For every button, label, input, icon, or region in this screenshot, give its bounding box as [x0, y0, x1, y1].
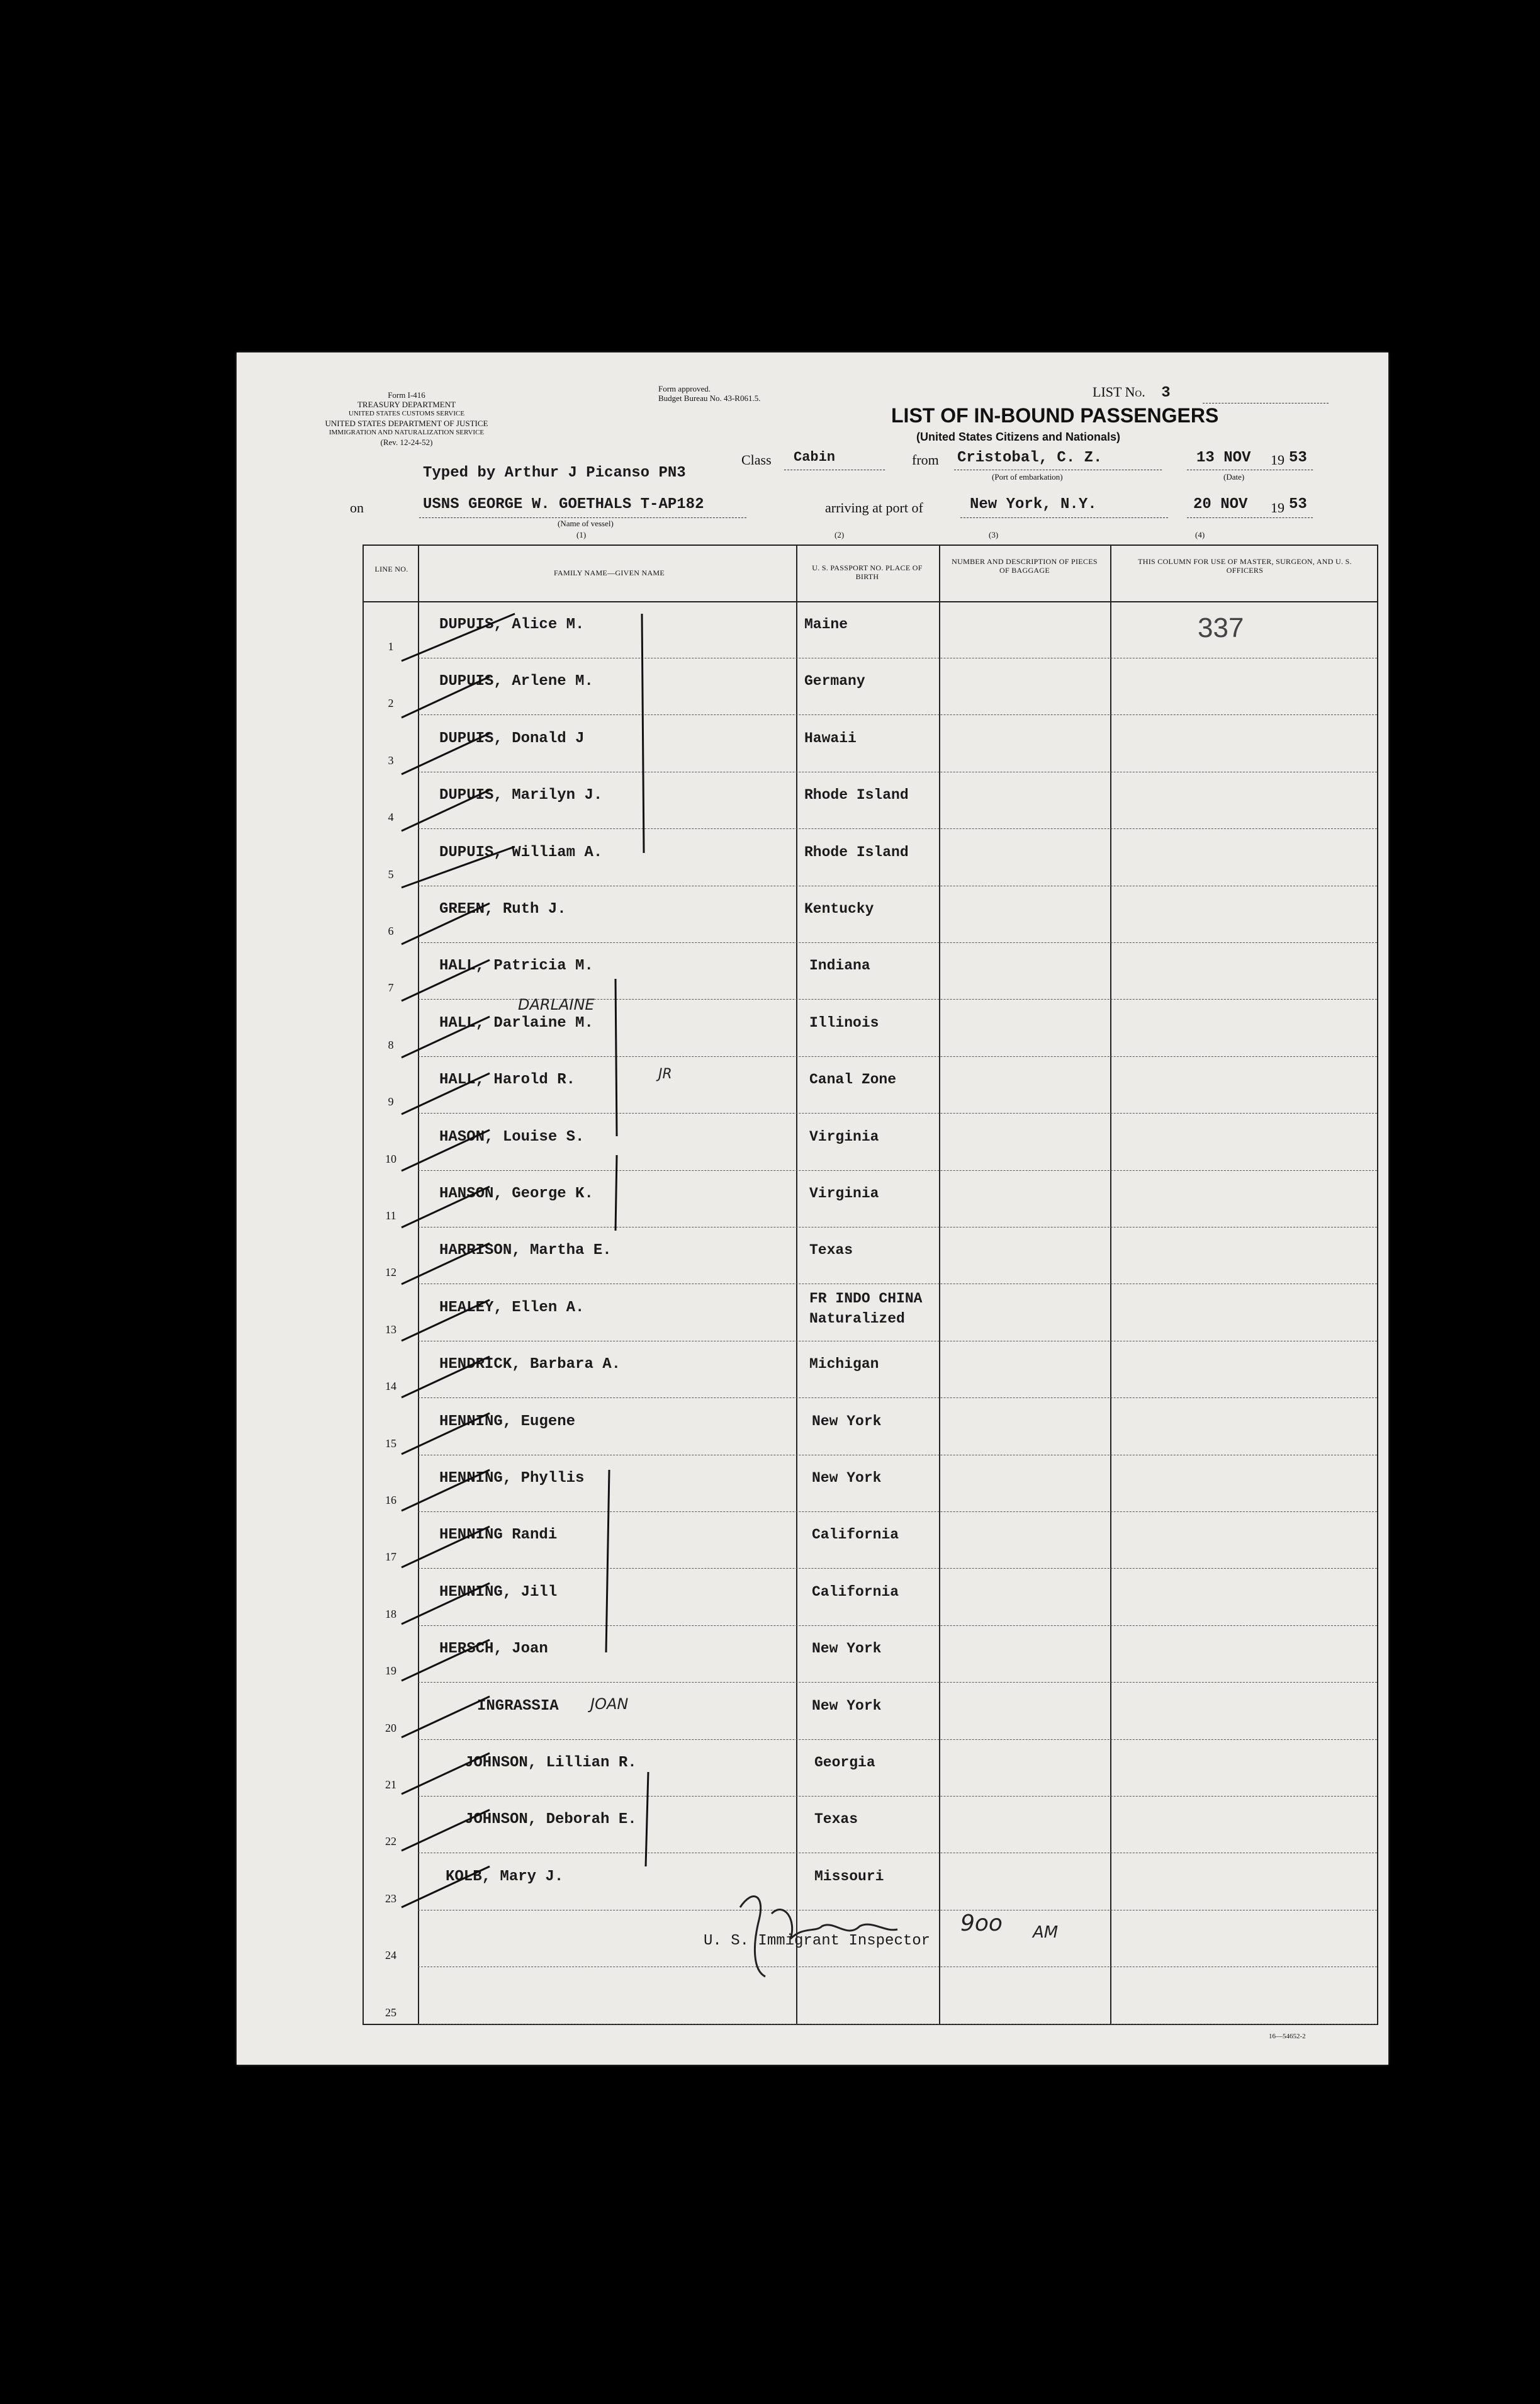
vessel-name: USNS GEORGE W. GOETHALS T-AP182 [423, 496, 704, 513]
line-number: 13 [385, 1323, 396, 1336]
list-number-block [1093, 384, 1171, 402]
arrival-year: 53 [1289, 496, 1307, 513]
line-number: 16 [385, 1494, 396, 1506]
line-number: 12 [385, 1266, 396, 1278]
approval-block [658, 384, 822, 403]
passenger-name: HALL, Darlaine M. [439, 1015, 593, 1032]
form-number: Form I-416 [388, 390, 425, 400]
line-number: 25 [385, 2006, 396, 2019]
naturalized-note: Naturalized [809, 1311, 905, 1327]
column-number-2: (2) [835, 530, 845, 539]
inspector-signature [728, 1882, 992, 1983]
passenger-name: HALL, Harold R. [439, 1071, 576, 1088]
line-number: 14 [385, 1380, 396, 1392]
line-number: 6 [388, 925, 394, 937]
place-of-birth: Canal Zone [809, 1071, 897, 1088]
passenger-name: DUPUIS, William A. [439, 844, 603, 861]
arrival-date: 20 NOV [1193, 496, 1248, 513]
form-subtitle: (United States Citizens and Nationals) [916, 431, 1121, 443]
agency-block [318, 390, 495, 447]
line-number: 2 [388, 697, 394, 709]
vessel-caption: (Name of vessel) [558, 519, 614, 528]
line-number: 18 [385, 1608, 396, 1620]
departure-date: 13 NOV [1196, 449, 1251, 466]
line-number: 19 [385, 1664, 396, 1677]
revision-label: (Rev. 12-24-52) [380, 437, 433, 447]
passenger-name: HERSCH, Joan [439, 1640, 548, 1657]
inspector-label: U. S. Immigrant Inspector [704, 1933, 931, 1950]
place-of-birth: California [812, 1526, 899, 1543]
form-title: LIST OF IN-BOUND PASSENGERS [891, 404, 1219, 427]
passenger-name: DUPUIS, Alice M. [439, 616, 585, 633]
immigration-label: IMMIGRATION AND NATURALIZATION SERVICE [329, 429, 485, 436]
place-of-birth: Virginia [809, 1185, 879, 1202]
class-label: Class [741, 452, 772, 468]
handwritten-suffix: JR [658, 1066, 672, 1082]
line-number: 24 [385, 1949, 396, 1961]
customs-label: UNITED STATES CUSTOMS SERVICE [348, 410, 465, 417]
place-of-birth: FR INDO CHINA [809, 1290, 923, 1307]
column-number-1: (1) [576, 530, 587, 539]
place-of-birth: Texas [814, 1811, 858, 1827]
passenger-name: DUPUIS, Donald J [439, 730, 585, 747]
place-of-birth: Kentucky [804, 901, 874, 917]
line-number: 10 [385, 1153, 396, 1165]
header-baggage: NUMBER AND DESCRIPTION OF PIECES OF BAGGAGE [952, 557, 1098, 575]
passenger-list-form [237, 353, 1388, 2065]
signature-suffix: AM [1033, 1923, 1059, 1942]
place-of-birth: Rhode Island [804, 787, 909, 803]
passenger-name: HENNING Randi [439, 1526, 558, 1543]
place-of-birth: Hawaii [804, 730, 857, 747]
approved-label: Form approved. [658, 384, 711, 393]
arrival-port-underline [960, 517, 1168, 518]
place-of-birth: Illinois [809, 1015, 879, 1031]
line-number: 5 [388, 868, 394, 881]
line-number: 7 [388, 981, 394, 994]
handwritten-given-name: JOAN [590, 1695, 629, 1713]
place-of-birth: California [812, 1584, 899, 1600]
passenger-name: HANSON, George K. [439, 1185, 593, 1202]
place-of-birth: Rhode Island [804, 844, 909, 861]
treasury-label: TREASURY DEPARTMENT [357, 400, 456, 409]
header-officers: THIS COLUMN FOR USE OF MASTER, SURGEON, AND U. S. OFFICERS [1138, 557, 1352, 575]
place-of-birth: New York [812, 1413, 882, 1430]
list-number: 3 [1161, 385, 1171, 402]
passenger-name: HARRISON, Martha E. [439, 1242, 612, 1259]
line-number: 1 [388, 640, 394, 653]
line-number: 17 [385, 1550, 396, 1563]
passenger-name: JOHNSON, Deborah E. [464, 1811, 637, 1828]
header-line-no: LINE NO. [374, 565, 408, 573]
passenger-name: HENDRICK, Barbara A. [439, 1356, 621, 1373]
passenger-table [363, 545, 1378, 2025]
departure-year-prefix: 19 [1271, 452, 1284, 468]
passenger-name: HENNING, Eugene [439, 1413, 576, 1430]
class-value: Cabin [794, 449, 836, 465]
line-number: 11 [385, 1209, 396, 1222]
passenger-name: JOHNSON, Lillian R. [464, 1754, 637, 1771]
on-label: on [350, 500, 364, 516]
place-of-birth: Michigan [809, 1356, 879, 1372]
place-of-birth: Germany [804, 673, 865, 689]
passenger-name: DUPUIS, Marilyn J. [439, 787, 603, 804]
list-label: LIST No. [1093, 384, 1145, 400]
line-number: 9 [388, 1095, 394, 1108]
arrival-date-underline [1187, 517, 1313, 518]
justice-label: UNITED STATES DEPARTMENT OF JUSTICE [325, 419, 488, 428]
header-passport: U. S. PASSPORT NO. PLACE OF BIRTH [812, 563, 923, 581]
place-of-birth: Maine [804, 616, 848, 633]
arrival-port: New York, N.Y. [970, 496, 1097, 513]
passenger-name: KOLB, Mary J. [446, 1868, 564, 1885]
departure-date-caption: (Date) [1223, 472, 1245, 482]
place-of-birth: New York [812, 1470, 882, 1486]
line-number: 15 [385, 1437, 396, 1450]
vessel-underline [419, 517, 746, 518]
budget-label: Budget Bureau No. 43-R061.5. [658, 393, 761, 403]
passenger-name: DUPUIS, Arlene M. [439, 673, 593, 690]
column-number-4: (4) [1195, 530, 1205, 539]
arriving-label: arriving at port of [825, 500, 923, 516]
passenger-name: HENNING, Phyllis [439, 1470, 585, 1487]
place-of-birth: Indiana [809, 957, 870, 974]
passenger-name: HASON, Louise S. [439, 1129, 585, 1146]
place-of-birth: Missouri [814, 1868, 884, 1885]
from-label: from [912, 452, 939, 468]
departure-year: 53 [1289, 449, 1307, 466]
officer-number: 337 [1198, 612, 1244, 643]
line-number: 23 [385, 1892, 396, 1905]
arrival-year-prefix: 19 [1271, 500, 1284, 516]
passenger-name: HEALEY, Ellen A. [439, 1299, 585, 1316]
line-number: 21 [385, 1778, 396, 1791]
passenger-name: GREEN, Ruth J. [439, 901, 566, 918]
form-code: 16—54652-2 [1269, 2033, 1306, 2040]
line-number: 22 [385, 1835, 396, 1848]
port-of-embarkation: Cristobal, C. Z. [957, 449, 1103, 466]
handwritten-correction: DARLAINE [518, 996, 595, 1013]
place-of-birth: New York [812, 1640, 882, 1657]
place-of-birth: Texas [809, 1242, 853, 1258]
place-of-birth: New York [812, 1698, 882, 1714]
line-number: 8 [388, 1039, 394, 1051]
check-marks [364, 601, 1377, 2024]
passenger-name: HENNING, Jill [439, 1584, 558, 1601]
line-number: 4 [388, 811, 394, 823]
place-of-birth: Georgia [814, 1754, 875, 1771]
passenger-name: HALL, Patricia M. [439, 957, 593, 974]
typed-by: Typed by Arthur J Picanso PN3 [423, 465, 686, 482]
header-name: FAMILY NAME—GIVEN NAME [553, 568, 665, 577]
line-number: 20 [385, 1722, 396, 1734]
passenger-name: INGRASSIA [477, 1698, 559, 1715]
line-number: 3 [388, 754, 394, 767]
column-number-3: (3) [989, 530, 999, 539]
signature-time-note: 9oo [960, 1910, 1003, 1936]
port-embark-caption: (Port of embarkation) [992, 472, 1063, 482]
place-of-birth: Virginia [809, 1129, 879, 1145]
